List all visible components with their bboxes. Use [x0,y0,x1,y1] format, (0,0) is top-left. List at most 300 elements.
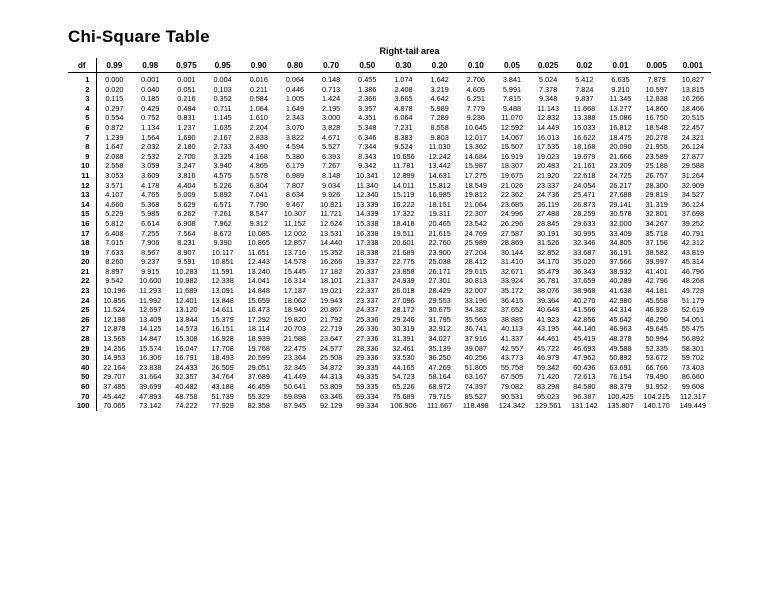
value-cell: 38.885 [500,314,524,324]
value-cell: 51.805 [464,362,487,372]
df-cell: 10 [68,161,96,171]
table-row [68,142,711,152]
value-cell: 8.343 [358,151,377,161]
value-cell: 3.571 [105,180,124,190]
value-cell: 12.697 [139,305,162,315]
value-cell: 112.317 [679,391,706,401]
value-cell: 36.124 [681,199,705,209]
value-cell: 84.580 [573,382,596,391]
value-cell: 3.357 [358,103,377,113]
value-cell: 44.181 [645,286,668,296]
value-cell: 18.549 [464,180,487,190]
df-cell: 14 [68,200,96,210]
value-cell: 39.335 [356,362,379,372]
value-cell: 20.867 [319,305,343,315]
value-cell: 1.649 [285,103,305,113]
value-cell: 19.311 [428,209,451,219]
value-cell: 3.822 [285,132,305,142]
value-cell: 35.563 [464,314,487,324]
value-cell: 4.168 [249,151,268,161]
value-cell: 2.204 [249,122,268,132]
value-cell: 29.588 [681,161,705,171]
value-cell: 26.336 [356,324,379,334]
table-row [68,113,711,123]
value-cell: 37.485 [103,382,126,391]
value-cell: 25.038 [428,257,451,267]
df-cell: 11 [68,171,96,181]
value-cell: 32.912 [428,324,451,334]
value-cell: 28.300 [645,180,668,190]
value-cell: 36.741 [464,324,487,334]
chi-square-table [68,58,711,411]
value-cell: 37.566 [609,257,632,267]
value-cell: 1.134 [141,122,160,132]
value-cell: 11.651 [247,247,270,257]
value-cell: 10.196 [103,286,126,296]
value-cell: 0.064 [285,75,305,84]
value-cell: 24.054 [573,180,596,190]
value-cell: 26.217 [609,180,632,190]
value-cell: 10.851 [211,257,234,267]
value-cell: 40.646 [536,305,560,315]
value-cell: 16.266 [319,257,343,267]
value-cell: 0.831 [177,113,196,123]
value-cell: 30.578 [609,209,632,219]
value-cell: 73.142 [139,401,162,411]
value-cell: 6.614 [141,218,160,228]
table-row [68,276,711,286]
table-row [68,305,711,315]
df-cell: 18 [68,238,96,248]
value-cell: 58.301 [681,343,705,353]
value-cell: 13.240 [247,266,270,276]
value-cell: 14.256 [103,343,126,353]
value-cell: 54.723 [392,372,415,382]
value-cell: 30.319 [392,324,415,334]
value-cell: 14.440 [319,238,343,248]
value-cell: 129.561 [534,401,562,411]
value-cell: 46.928 [645,305,668,315]
value-cell: 19.021 [319,286,343,296]
value-cell: 20.515 [681,113,705,123]
value-cell: 8.231 [177,238,196,248]
value-cell: 16.047 [175,343,198,353]
table-row [68,152,711,162]
value-cell: 1.424 [321,94,341,104]
value-cell: 63.691 [609,362,632,372]
value-cell: 27.301 [428,276,451,286]
value-cell: 9.542 [105,276,124,286]
value-cell: 15.308 [175,334,198,344]
value-cell: 27.688 [609,190,632,200]
value-cell: 111.667 [426,401,453,411]
value-cell: 16.314 [283,276,307,286]
value-cell: 40.289 [609,276,632,286]
table-row [68,334,711,344]
table-row [68,286,711,296]
value-cell: 4.351 [358,113,377,123]
value-cell: 11.721 [320,209,342,219]
value-cell: 15.987 [464,161,487,171]
table-row [68,181,711,191]
value-cell: 9.915 [141,266,160,276]
value-cell: 4.878 [394,103,413,113]
value-cell: 3.059 [141,161,160,171]
value-cell: 17.708 [211,343,234,353]
value-cell: 1.564 [141,132,160,142]
value-cell: 14.125 [139,324,162,334]
value-cell: 7.231 [394,122,413,132]
value-cell: 2.706 [466,75,485,84]
value-cell: 50.994 [645,334,668,344]
value-cell: 41.449 [283,372,307,382]
value-cell: 95.023 [536,391,560,401]
value-cell: 8.672 [213,228,232,238]
value-cell: 7.633 [105,247,124,257]
value-cell: 22.618 [573,170,596,180]
value-cell: 1.690 [177,132,196,142]
value-cell: 36.191 [609,247,632,257]
value-cell: 36.250 [428,353,451,363]
value-cell: 12.857 [283,238,307,248]
value-cell: 41.566 [573,305,596,315]
value-cell: 16.151 [211,324,234,334]
value-cell: 22.760 [428,238,451,248]
value-cell: 75.689 [392,391,415,401]
value-cell: 11.591 [211,266,234,276]
value-cell: 6.571 [213,199,232,209]
df-header: df [68,58,96,73]
value-cell: 10.645 [464,122,487,132]
value-cell: 15.033 [573,122,596,132]
value-cell: 14.848 [247,286,270,296]
value-cell: 11.293 [139,286,162,296]
column-header: 0.30 [385,58,421,73]
value-cell: 11.992 [139,295,162,305]
value-cell: 12.624 [319,218,343,228]
value-cell: 19.337 [356,257,379,267]
value-cell: 5.892 [213,190,232,200]
table-row [68,85,711,95]
df-cell: 7 [68,133,96,143]
value-cell: 8.897 [105,266,124,276]
value-cell: 7.879 [647,75,666,84]
value-cell: 24.939 [392,276,415,286]
value-cell: 23.337 [536,180,560,190]
value-cell: 13.120 [175,305,198,315]
value-cell: 42.312 [681,238,705,248]
value-cell: 43.188 [211,382,234,391]
value-cell: 34.267 [645,218,668,228]
value-cell: 140.170 [643,401,670,411]
value-cell: 48.758 [175,391,198,401]
column-header: 0.80 [277,58,313,73]
df-cell: 100 [68,401,96,411]
value-cell: 2.195 [321,103,341,113]
value-cell: 16.928 [211,334,234,344]
value-cell: 35.479 [536,266,560,276]
value-cell: 37.698 [681,209,705,219]
value-cell: 14.611 [211,305,234,315]
df-cell: 3 [68,94,96,104]
value-cell: 19.812 [464,190,487,200]
table-row [68,133,711,143]
value-cell: 45.442 [103,391,126,401]
value-cell: 16.338 [356,228,379,238]
value-cell: 2.343 [285,113,305,123]
value-cell: 32.357 [175,372,198,382]
value-cell: 0.429 [141,103,160,113]
value-cell: 74.397 [464,382,487,391]
value-cell: 3.609 [141,170,160,180]
df-cell: 4 [68,104,96,114]
value-cell: 34.872 [319,362,343,372]
value-cell: 0.040 [141,84,160,94]
value-cell: 14.631 [428,170,451,180]
value-cell: 42.557 [500,343,524,353]
value-cell: 14.011 [392,180,415,190]
table-row [68,104,711,114]
value-cell: 13.565 [103,334,126,344]
value-cell: 29.707 [103,372,126,382]
df-cell: 29 [68,344,96,354]
value-cell: 53.672 [645,353,668,363]
value-cell: 33.409 [609,228,632,238]
value-cell: 8.260 [105,257,124,267]
value-cell: 12.002 [283,228,307,238]
value-cell: 59.335 [356,382,379,391]
value-cell: 7.289 [430,113,449,123]
value-cell: 18.062 [283,295,307,305]
value-cell: 7.962 [213,218,232,228]
value-cell: 0.148 [321,75,341,84]
value-cell: 28.845 [536,218,560,228]
value-cell: 1.642 [430,75,449,84]
value-cell: 16.473 [247,305,270,315]
table-row [68,94,711,104]
value-cell: 22.457 [681,122,705,132]
value-cell: 73.403 [681,362,705,372]
value-cell: 8.634 [285,190,305,200]
value-cell: 5.368 [141,199,160,209]
value-cell: 15.086 [609,113,632,123]
value-cell: 50.892 [609,353,632,363]
value-cell: 30.995 [573,228,596,238]
value-cell: 23.542 [464,218,487,228]
value-cell: 13.277 [609,103,632,113]
value-cell: 6.251 [466,94,485,104]
value-cell: 18.114 [247,324,270,334]
value-cell: 21.337 [356,276,379,286]
value-cell: 12.017 [464,132,487,142]
value-cell: 35.139 [428,343,451,353]
value-cell: 45.419 [573,334,596,344]
value-cell: 12.838 [645,94,668,104]
value-cell: 11.152 [284,218,306,228]
value-cell: 12.198 [103,314,126,324]
value-cell: 76.154 [609,372,632,382]
value-cell: 45.642 [609,314,632,324]
value-cell: 65.226 [392,382,415,391]
value-cell: 0.185 [141,94,160,104]
column-header: 0.975 [168,58,204,73]
value-cell: 52.335 [645,343,668,353]
value-cell: 35.020 [573,257,596,267]
value-cell: 0.051 [177,84,196,94]
value-cell: 28.412 [464,257,487,267]
value-cell: 41.923 [536,314,560,324]
table-row [68,200,711,210]
value-cell: 99.608 [681,382,705,391]
column-header: 0.05 [494,58,530,73]
value-cell: 23.838 [139,362,162,372]
value-cell: 24.433 [175,362,198,372]
value-cell: 13.815 [681,84,705,94]
value-cell: 10.821 [319,199,343,209]
value-cell: 9.524 [394,142,413,152]
value-cell: 16.750 [645,113,668,123]
value-cell: 31.391 [392,334,415,344]
value-cell: 18.338 [356,247,379,257]
value-cell: 11.030 [428,142,451,152]
value-cell: 20.483 [536,161,560,171]
value-cell: 14.573 [175,324,198,334]
value-cell: 6.064 [394,113,413,123]
value-cell: 6.393 [321,151,341,161]
value-cell: 24.337 [356,305,379,315]
value-cell: 9.837 [575,94,594,104]
table-row [68,209,711,219]
value-cell: 18.475 [609,132,632,142]
value-cell: 4.671 [321,132,341,142]
value-cell: 7.255 [141,228,160,238]
value-cell: 22.337 [356,286,379,296]
value-cell: 42.796 [645,276,668,286]
value-cell: 6.989 [285,170,305,180]
value-cell: 7.378 [539,84,558,94]
value-cell: 12.443 [247,257,270,267]
value-cell: 50.641 [283,382,307,391]
value-cell: 11.689 [175,286,198,296]
value-cell: 86.660 [681,372,705,382]
df-cell: 15 [68,209,96,219]
value-cell: 43.195 [536,324,560,334]
value-cell: 42.856 [573,314,596,324]
value-cell: 10.982 [175,276,198,286]
value-cell: 16.919 [500,151,524,161]
value-cell: 34.527 [681,190,705,200]
value-cell: 0.752 [141,113,160,123]
value-cell: 12.340 [356,190,379,200]
value-cell: 44.313 [319,372,343,382]
value-cell: 26.873 [573,199,596,209]
df-cell: 9 [68,152,96,162]
table-row [68,248,711,258]
value-cell: 92.129 [319,401,343,411]
column-header: 0.99 [96,58,132,73]
df-cell: 16 [68,219,96,229]
value-cell: 7.344 [358,142,377,152]
value-cell: 49.588 [609,343,632,353]
value-cell: 16.266 [681,94,705,104]
value-cell: 34.805 [609,238,632,248]
value-cell: 43.819 [681,247,705,257]
value-cell: 1.635 [213,122,232,132]
value-cell: 10.827 [681,75,705,84]
value-cell: 8.547 [249,209,268,219]
value-cell: 40.270 [573,295,596,305]
value-cell: 20.090 [609,142,632,152]
value-cell: 26.757 [645,170,668,180]
value-cell: 28.336 [356,343,379,353]
value-cell: 63.346 [319,391,343,401]
table-row [68,372,711,382]
value-cell: 0.216 [177,94,196,104]
table-row [68,315,711,325]
value-cell: 17.187 [283,286,307,296]
value-cell: 53.809 [319,382,343,391]
value-cell: 20.337 [356,266,379,276]
value-cell: 106.906 [390,401,417,411]
value-cell: 10.341 [356,170,379,180]
value-cell: 45.558 [645,295,668,305]
value-cell: 48.290 [645,314,668,324]
value-cell: 13.388 [573,113,596,123]
value-cell: 15.338 [356,218,379,228]
value-cell: 20.465 [428,218,451,228]
value-cell: 6.179 [285,161,305,171]
value-cell: 26.171 [428,266,451,276]
value-cell: 49.728 [681,286,705,296]
value-cell: 11.524 [103,305,126,315]
value-cell: 5.991 [502,84,522,94]
value-cell: 25.989 [464,238,487,248]
df-cell: 19 [68,248,96,258]
df-cell: 23 [68,286,96,296]
value-cell: 88.379 [609,382,632,391]
value-cell: 28.172 [392,305,415,315]
value-cell: 0.103 [213,84,232,94]
value-cell: 0.001 [177,75,196,84]
value-cell: 69.334 [356,391,379,401]
value-cell: 70.065 [103,401,126,411]
value-cell: 12.401 [175,295,198,305]
table-row [68,73,711,85]
value-cell: 36.781 [536,276,560,286]
df-cell: 8 [68,142,96,152]
value-cell: 104.215 [643,391,670,401]
column-header: 0.005 [639,58,675,73]
value-cell: 12.592 [500,122,524,132]
value-cell: 37.659 [573,276,596,286]
value-cell: 37.689 [247,372,270,382]
value-cell: 30.675 [428,305,451,315]
value-cell: 24.996 [500,209,524,219]
value-cell: 9.034 [321,180,341,190]
value-cell: 19.943 [319,295,343,305]
value-cell: 13.716 [283,247,307,257]
column-header: 0.95 [205,58,241,73]
value-cell: 32.461 [392,343,415,353]
value-cell: 38.076 [536,286,560,296]
value-cell: 26.296 [500,218,524,228]
value-cell: 22.475 [283,343,307,353]
value-cell: 23.858 [392,266,415,276]
value-cell: 14.449 [536,122,560,132]
value-cell: 23.589 [645,151,668,161]
value-cell: 41.401 [645,266,668,276]
df-cell: 27 [68,324,96,334]
